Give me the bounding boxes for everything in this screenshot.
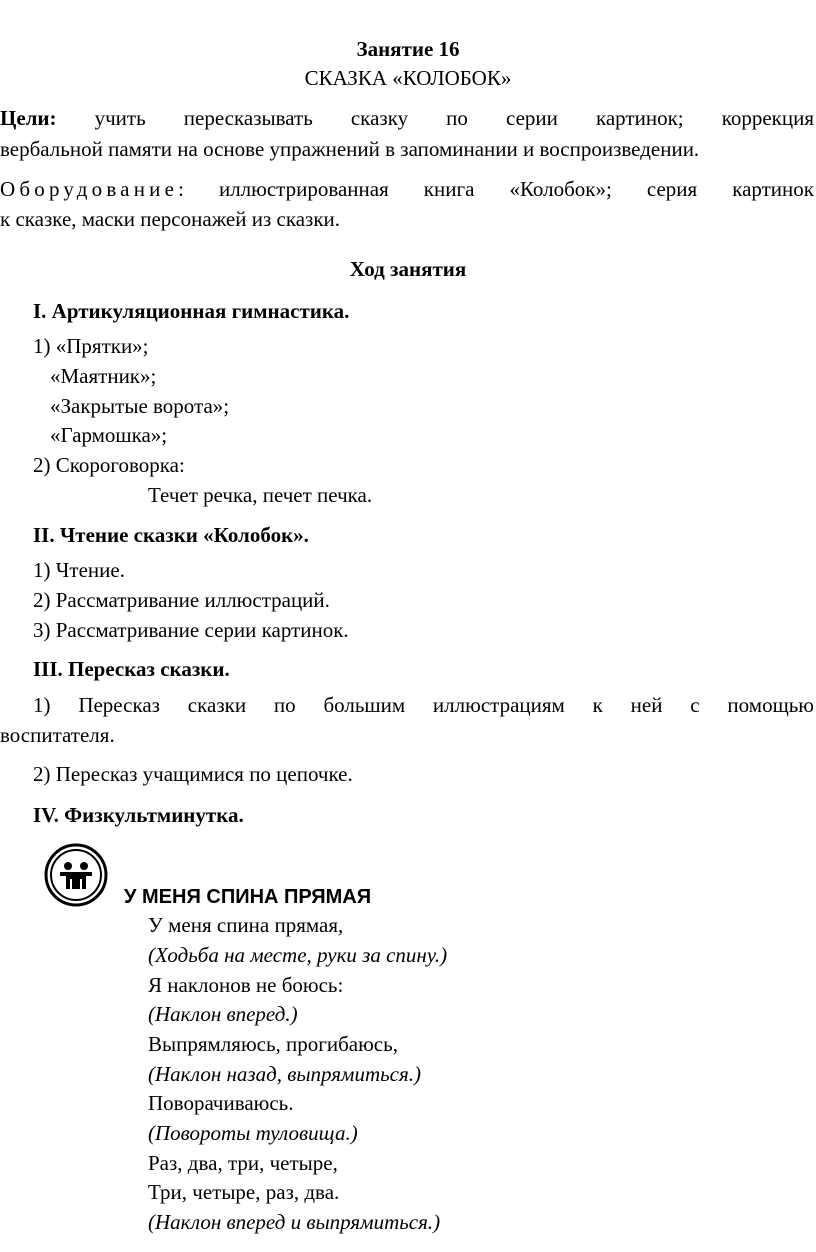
section3-item1-line2: воспитателя. [0,723,115,747]
list-item: 1) «Прятки»; [33,334,149,358]
section3-item1-line1: 1) Пересказ сказки по большим иллюстрациям к ней с помощью [33,693,814,717]
equipment-text-line2: к сказке, маски персонажей из сказки. [0,207,341,231]
list-item: 2) Рассматривание иллюстраций. [33,588,330,612]
poem-stage-direction: (Наклон назад, выпрямиться.) [148,1062,421,1086]
poem-stage-direction: (Наклон вперед.) [148,1002,298,1026]
section3-item2: 2) Пересказ учащимися по цепочке. [33,762,353,786]
tongue-twister: Течет речка, печет печка. [148,483,373,507]
list-item: 1) Чтение. [33,558,125,582]
section4-title: IV. Физкультминутка. [33,803,244,827]
lesson-subtitle: СКАЗКА «КОЛОБОК» [304,66,512,90]
children-exercise-icon [44,843,108,907]
list-item: «Гармошка»; [50,423,168,447]
goals-paragraph-line1 [0,106,814,130]
section2-title: II. Чтение сказки «Колобок». [33,523,309,547]
section1-title: I. Артикуляционная гимнастика. [33,299,350,323]
section3-title: III. Пересказ сказки. [33,657,230,681]
list-item: 3) Рассматривание серии картинок. [33,618,349,642]
equipment-text-line1: : иллюстрированная книга «Колобок»; серия картинок [178,177,814,201]
list-item: «Закрытые ворота»; [50,394,230,418]
list-item: 2) Скороговорка: [33,453,185,477]
poem-line: Поворачиваюсь. [148,1091,294,1115]
goals-text-line1: учить пересказывать сказку по серии картинок; коррекция [94,106,814,130]
course-title: Ход занятия [349,257,467,281]
list-item: «Маятник»; [50,364,157,388]
poem-stage-direction: (Наклон вперед и выпрямиться.) [148,1210,441,1234]
equipment-label: Оборудование [0,177,179,201]
poem-line: У меня спина прямая, [148,913,344,937]
poem-line: Три, четыре, раз, два. [148,1180,340,1204]
equipment-paragraph-line1 [0,177,814,201]
poem-line: Раз, два, три, четыре, [148,1151,338,1175]
lesson-title: Занятие 16 [356,37,460,61]
poem-stage-direction: (Повороты туловища.) [148,1121,358,1145]
poem-stage-direction: (Ходьба на месте, руки за спину.) [148,943,448,967]
goals-label: Цели: [0,106,57,130]
poem-line: Выпрямляюсь, прогибаюсь, [148,1032,398,1056]
goals-text-line2: вербальной памяти на основе упражнений в запоминании и воспроизведении. [0,137,700,161]
poem-line: Я наклонов не боюсь: [148,973,344,997]
poem-title: У МЕНЯ СПИНА ПРЯМАЯ [124,886,372,908]
